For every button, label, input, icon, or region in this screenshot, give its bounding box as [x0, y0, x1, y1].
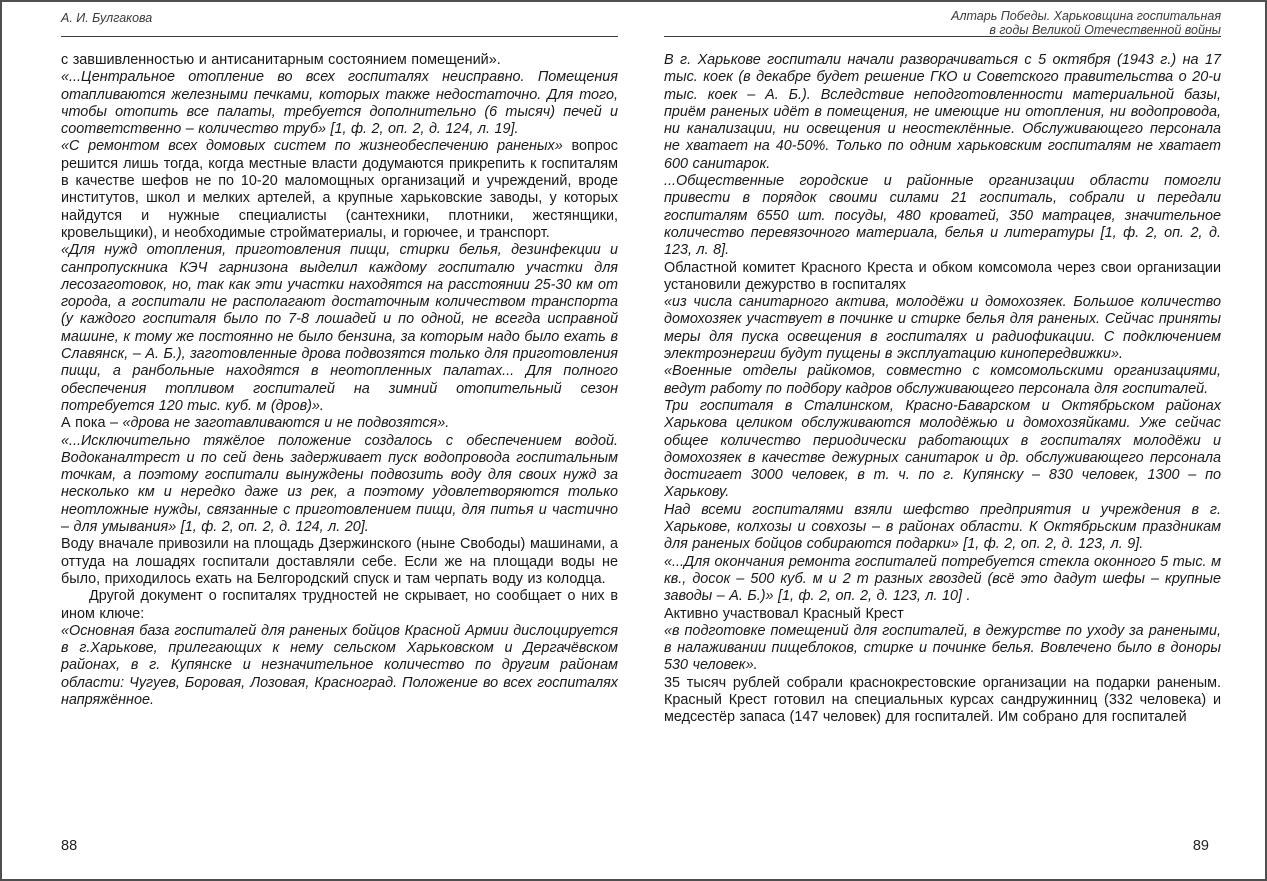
- paragraph: с завшивленностью и антисанитарным состоянием помещений».: [61, 52, 501, 68]
- paragraph: Областной комитет Красного Креста и обком комсомола через свои организации установили дежурство в госпиталях: [664, 259, 1221, 293]
- paragraph-quote: «...Для окончания ремонта госпиталей потребуется стекла оконного 5 тыс. м кв., досок – 500 куб. м и 2 т разных гвоздей (всё это дадут шефы – крупные заводы – А. Б.)» [1, ф. 2, оп. 2, д. 123, л. 10] .: [664, 553, 1221, 605]
- paragraph-quote: «из числа санитарного актива, молодёжи и домохозяек. Большое количество домохозяек участвует в починке и стирке белья для раненых. Сейчас приняты меры для пуска освещения в госпиталях и радиофикации. С подключением электроэнергии будут пущены в эксплуатацию кинопередвижки».: [664, 294, 1221, 363]
- header-rule-left: [61, 36, 618, 37]
- paragraph-quote: Над всеми госпиталями взяли шефство предприятия и учреждения в г. Харькове, колхозы и совхозы – в районах области. К Октябрьским праздникам для раненых бойцов собираются подарки» [1, ф. 2, оп. 2, д. 123, л. 9].: [664, 501, 1221, 553]
- paragraph: 35 тысяч рублей собрали краснокрестовские организации на подарки раненым. Красный Крест готовил на специальных курсах сандружинниц (332 человека) и медсестёр запаса (147 человек) для госпиталей. Им собрано для госпиталей: [664, 674, 1221, 726]
- paragraph-quote: Три госпиталя в Сталинском, Красно-Баварском и Октябрьском районах Харькова целиком обслуживаются молодёжью и домохозяйками. Уже сейчас общее количество периодически работающих в госпиталях молодёжи и домохозяек в качестве дежурных санитарок и др. обслуживающего персонала достигает 3000 человек, в т. ч. по г. Купянску – 830 человек, 1300 – по Харькову.: [664, 397, 1221, 501]
- running-header-left: А. И. Булгакова: [61, 11, 153, 25]
- quote-lead: «С ремонтом всех домовых систем по жизнеобеспечению раненых»: [61, 138, 563, 155]
- quote-inline: «дрова не заготавливаются и не подвозятся».: [122, 415, 450, 432]
- paragraph-quote: «Для нужд отопления, приготовления пищи, стирки белья, дезинфекции и санпропускника КЭЧ гарнизона выделил каждому госпиталю участки для лесозаготовок, но, так как эти участки находятся на расстоянии 25-30 км от города, а госпитали не располагают достаточным количеством транспорта (у каждого госпиталя было по 7-8 лошадей и по одной, не всегда исправной машине, к тому же постоянно не было бензина, за которым надо было ехать в Славянск, – А. Б.), заготовленные дрова подвозятся только для приготовления пищи, а ранбольные находятся в неотопленных палатах... Для полного обеспечения топливом госпиталей на зимний отопительный сезон потребуется 120 тыс. куб. м (дров)».: [61, 242, 618, 414]
- paragraph-quote: В г. Харькове госпитали начали разворачиваться с 5 октября (1943 г.) на 17 тыс. коек (в декабре будет решение ГКО и Советского правительства о 20-и тыс. коек – А. Б.). Вследствие неподготовленности материальной базы, приём раненых идёт в помещения, не имеющие ни отопления, ни водопровода, ни канализации, ни освещения и неостеклённые. Обслуживающего персонала не хватает на 40-50%. Только по одним харьковским госпиталям не хватает 600 санитарок.: [664, 52, 1221, 172]
- paragraph-quote: ...Общественные городские и районные организации области помогли привести в порядок своими силами 21 госпиталь, собрали и передали госпиталям 6550 шт. посуды, 480 кроватей, 350 матрацев, значительное количество перевязочного материала, белья и литературы [1, ф. 2, оп. 2, д. 123, л. 8].: [664, 173, 1221, 259]
- paragraph: [61, 415, 618, 432]
- page-number-left: 88: [61, 838, 78, 854]
- paragraph: Активно участвовал Красный Крест: [664, 605, 904, 622]
- paragraph: Воду вначале привозили на площадь Дзержинского (ныне Свободы) машинами, а оттуда на лошадях госпитали доставляли себе. Если же на площади воды не было, приходилось ехать на Белгородский спуск и там черпать воду из колодца.: [61, 536, 618, 587]
- running-header-line2: в годы Великой Отечественной войны: [989, 22, 1221, 37]
- paragraph-lead: А пока –: [61, 415, 123, 432]
- header-rule-right: [664, 36, 1221, 37]
- running-header-line1: Алтарь Победы. Харьковщина госпитальная: [951, 9, 1221, 23]
- paragraph-quote: «...Центральное отопление во всех госпиталях неисправно. Помещения отапливаются железными печками, которых также недостаточно. Для того, чтобы отопить все палаты, требуется дополнительно (6 тысяч) печей и соответственно – количество труб» [1, ф. 2, оп. 2, д. 124, л. 19].: [61, 69, 618, 138]
- paragraph-rest: вопрос решится лишь тогда, когда местные власти додумаются прикрепить к госпиталям в качестве шефов не по 10-20 маломощных организаций и учреждений, вроде институтов, школ и мелких артелей, а крупные харьковские заводы, у которых найдутся и нужные специалисты (сантехники, плотники, жестянщики, кровельщики), и необходимые стройматериалы, и горючее, и транспорт.: [61, 138, 618, 241]
- paragraph-quote: «...Исключительно тяжёлое положение создалось с обеспечением водой. Водоканалтрест и по сей день задерживает пуск водопровода госпитальным точкам, а поэтому госпитали вынуждены подвозить воду для своих нужд за несколько км и нередко даже из рек, а поэтому удовлетворяются только неотложные нужды, связанные с приготовлением пищи, для питья и частично – для умывания» [1, ф. 2, оп. 2, д. 124, л. 20].: [61, 432, 618, 536]
- page-left-body: [61, 52, 618, 709]
- page-number-right: 89: [1192, 838, 1209, 854]
- paragraph: [61, 138, 618, 242]
- page-right-body: [664, 52, 1221, 727]
- running-header-right: [664, 10, 1221, 37]
- paragraph-quote: «Военные отделы райкомов, совместно с комсомольскими организациями, ведут работу по подбору кадров обслуживающего персонала для госпиталей.: [664, 363, 1221, 397]
- paragraph: Другой документ о госпиталях трудностей не скрывает, но сообщает о них в ином ключе:: [61, 588, 618, 622]
- paragraph-quote: «Основная база госпиталей для раненых бойцов Красной Армии дислоцируется в г.Харькове, прилегающих к нему сельском Харьковском и Дергачёвском районах, в г. Купянске и незначительное количество по другим районам области: Чугуев, Боровая, Лозовая, Красноград. Положение во всех госпиталях напряжённое.: [61, 622, 618, 708]
- paragraph-quote: «в подготовке помещений для госпиталей, в дежурстве по уходу за ранеными, в налаживании пищеблоков, стирке и починке белья. Вовлечено было в доноры 530 человек».: [664, 622, 1221, 674]
